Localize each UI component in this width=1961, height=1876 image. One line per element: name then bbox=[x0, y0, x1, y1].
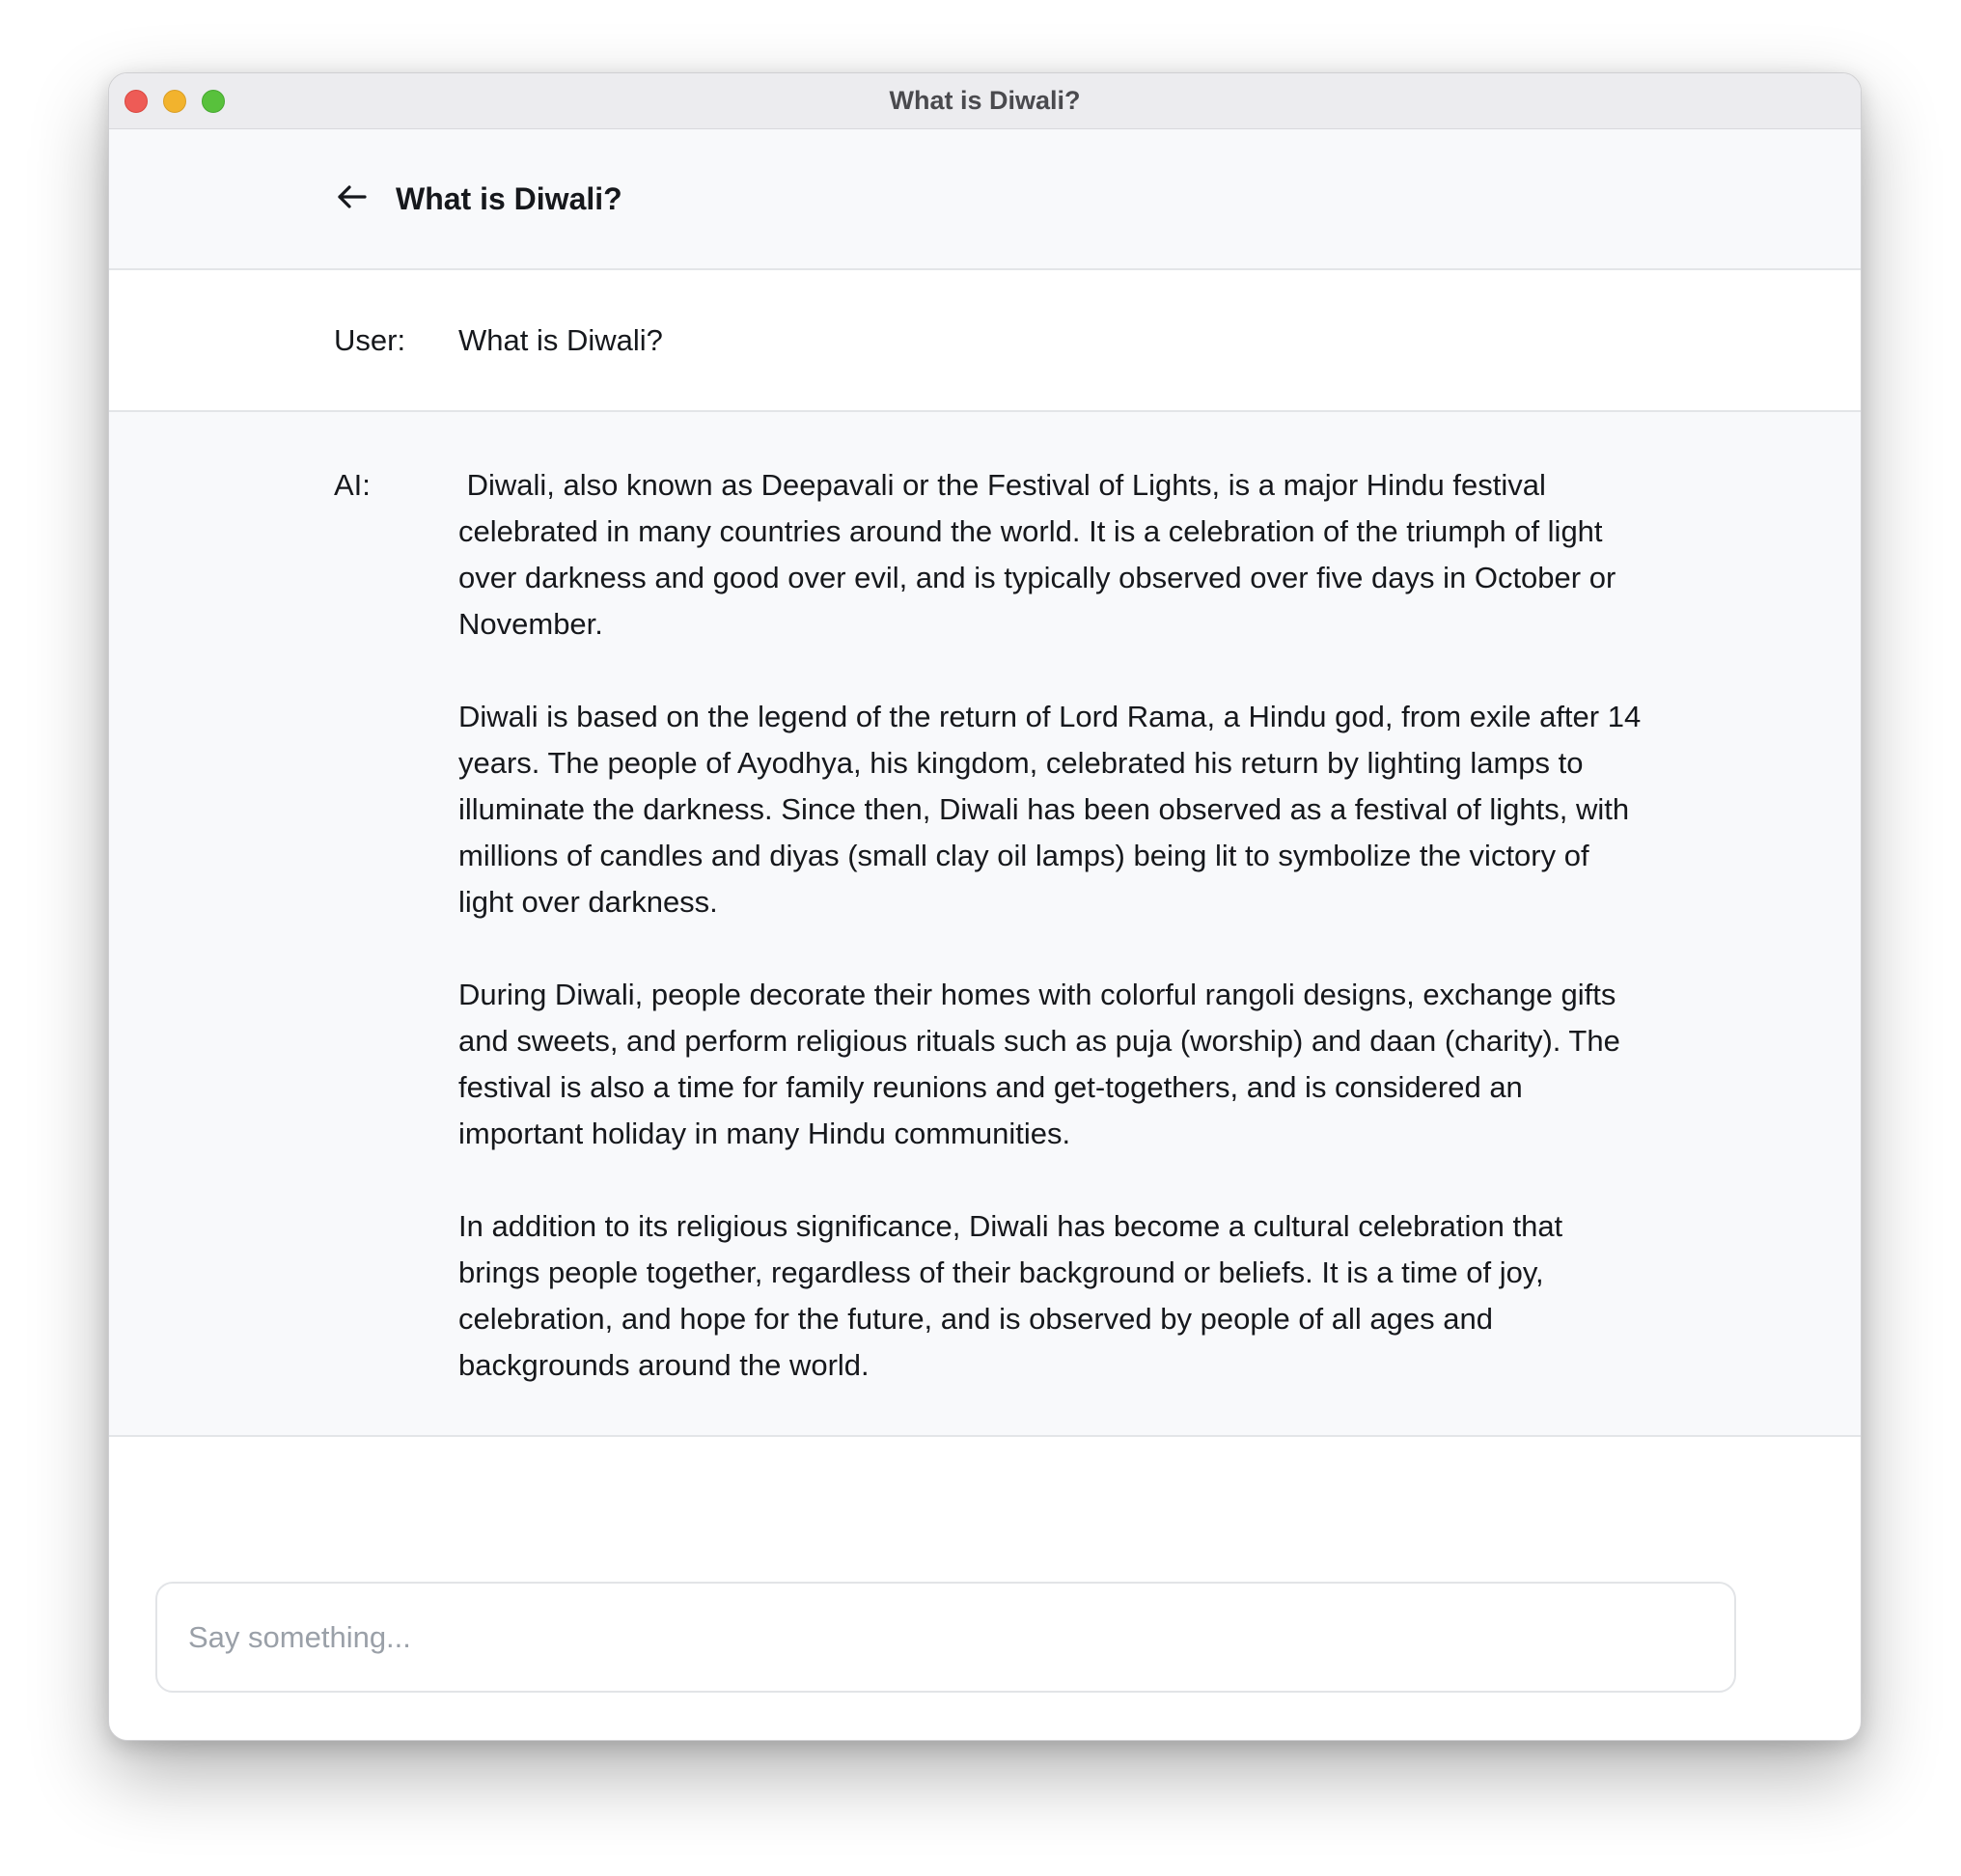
back-button[interactable] bbox=[331, 176, 373, 218]
user-message bbox=[109, 270, 1861, 412]
app-window bbox=[108, 72, 1862, 1741]
window-title: What is Diwali? bbox=[889, 86, 1081, 115]
ai-paragraph: Diwali, also known as Deepavali or the Festival of Lights, is a major Hindu festival celebrated in many countries around the world. It is a celebration of the triumph of light over darkness and good over evil, and is typically observed over five days in October or November. bbox=[458, 468, 1624, 641]
ai-role-label: AI: bbox=[334, 468, 371, 502]
message-composer bbox=[155, 1582, 1736, 1693]
ai-message bbox=[109, 412, 1861, 1437]
title-bar bbox=[109, 73, 1861, 129]
ai-paragraph: During Diwali, people decorate their homes with colorful rangoli designs, exchange gifts and sweets, and perform religious rituals such as puja (worship) and daan (charity). The festival is also a time for family reunions and get-togethers, and is considered an important holiday in many Hindu communities. bbox=[458, 978, 1620, 1150]
ai-message-text bbox=[458, 462, 1645, 1389]
arrow-left-icon bbox=[331, 206, 373, 222]
user-message-text: What is Diwali? bbox=[458, 323, 663, 357]
chat-header bbox=[109, 129, 1861, 270]
conversation-title: What is Diwali? bbox=[396, 181, 622, 216]
user-role-label: User: bbox=[334, 323, 406, 357]
message-input[interactable] bbox=[157, 1584, 1734, 1691]
ai-paragraph: Diwali is based on the legend of the return of Lord Rama, a Hindu god, from exile after 14 years. The people of Ayodhya, his kingdom, celebrated his return by lighting lamps to illuminate the darkness. Since then, Diwali has been observed as a festival of lights, with millions of candles and diyas (small clay oil lamps) being lit to symbolize the victory of light over darkness. bbox=[458, 700, 1642, 919]
ai-paragraph: In addition to its religious significance, Diwali has become a cultural celebration that brings people together, regardless of their background or beliefs. It is a time of joy, celebration, and hope for the future, and is observed by people of all ages and backgrounds around the world. bbox=[458, 1209, 1563, 1382]
